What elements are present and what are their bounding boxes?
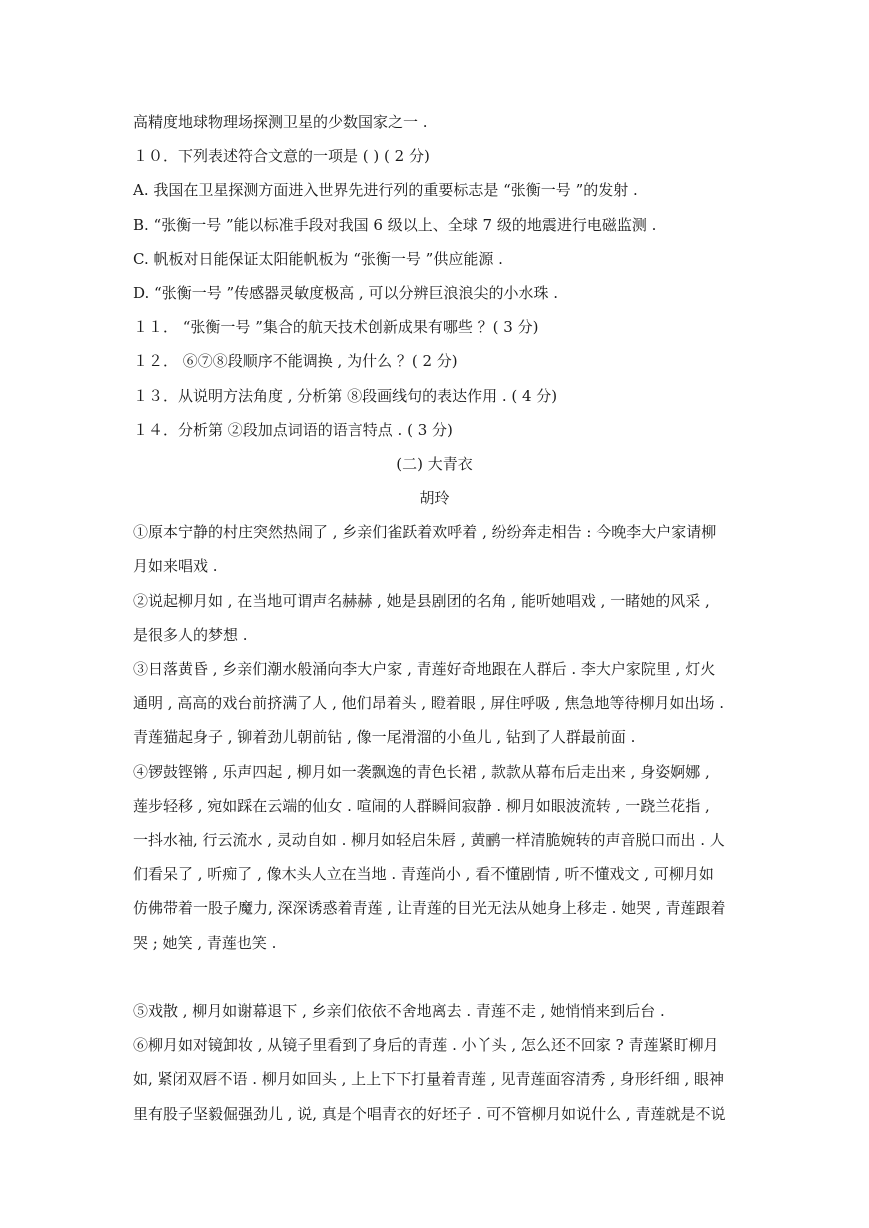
question-12: １２． ⑥⑦⑧段顺序不能调换 , 为什么 ？( 2 分) [133, 352, 458, 370]
author: 胡玲 [419, 489, 450, 507]
question-14: １４．分析第 ②段加点词语的语言特点 . ( 3 分) [133, 421, 453, 439]
story-line: 莲步轻移 , 宛如踩在云端的仙女 . 喧闹的人群瞬间寂静 . 柳月如眼波流转 , 一跷兰花指 , [133, 797, 710, 815]
story-line: 青莲猫起身子 , 铆着劲儿朝前钻 , 像一尾滑溜的小鱼儿 , 钻到了人群最前面 . [133, 728, 636, 746]
question-10-option-a: A. 我国在卫星探测方面进入世界先进行列的重要标志是 “张衡一号 ”的发射 . [133, 181, 638, 199]
paragraph-line: 高精度地球物理场探测卫星的少数国家之一 . [133, 113, 428, 131]
question-10-option-c: C. 帆板对日能保证太阳能帆板为 “张衡一号 ”供应能源 . [133, 250, 503, 268]
story-line: ①原本宁静的村庄突然热闹了 , 乡亲们雀跃着欢呼着 , 纷纷奔走相告 : 今晚李大户家请柳 [133, 523, 717, 541]
question-10-option-b: B. “张衡一号 ”能以标准手段对我国 6 级以上、全球 7 级的地震进行电磁监测 . [133, 216, 657, 234]
question-10-option-d: D. “张衡一号 ”传感器灵敏度极高 , 可以分辨巨浪浪尖的小水珠 . [133, 284, 558, 302]
story-line: ⑥柳月如对镜卸妆 , 从镜子里看到了身后的青莲 . 小丫头 , 怎么还不回家 ? 青莲紧盯柳月 [133, 1036, 719, 1054]
story-line: ③日落黄昏 , 乡亲们潮水般涌向李大户家 , 青莲好奇地跟在人群后 . 李大户家院里 , 灯火 [133, 660, 716, 678]
story-line: 里有股子坚毅倔强劲儿 , 说, 真是个唱青衣的好坯子 . 可不管柳月如说什么 , 青莲就是不说 [133, 1105, 726, 1123]
story-line: ④锣鼓铿锵 , 乐声四起 , 柳月如一袭飘逸的青色长裙 , 款款从幕布后走出来 , 身姿婀娜 , [133, 763, 710, 781]
question-10-stem: １０．下列表述符合文意的一项是 ( ) ( 2 分) [133, 147, 430, 165]
story-line: ⑤戏散 , 柳月如谢幕退下 , 乡亲们依依不舍地离去 . 青莲不走 , 她悄悄来到后台 . [133, 1002, 665, 1020]
story-line: 通明 , 高高的戏台前挤满了人 , 他们昂着头 , 瞪着眼 , 屏住呼吸 , 焦急地等待柳月如出场 . [133, 694, 725, 712]
story-line: 仿佛带着一股子魔力, 深深诱惑着青莲 , 让青莲的目光无法从她身上移走 . 她哭 , 青莲跟着 [133, 899, 726, 917]
story-line: 们看呆了 , 听痴了 , 像木头人立在当地 . 青莲尚小 , 看不懂剧情 , 听不懂戏文 , 可柳月如 [133, 865, 714, 883]
story-line: 哭 ; 她笑 , 青莲也笑 . [133, 934, 277, 952]
story-line: 一抖水袖, 行云流水 , 灵动自如 . 柳月如轻启朱唇 , 黄鹂一样清脆婉转的声音脱口而出 . 人 [133, 831, 725, 849]
story-line: 是很多人的梦想 . [133, 626, 248, 644]
section-title: (二) 大青衣 [396, 455, 473, 473]
question-13: １３．从说明方法角度 , 分析第 ⑧段画线句的表达作用 . ( 4 分) [133, 387, 558, 405]
story-line: 月如来唱戏 . [133, 557, 218, 575]
question-11: １１． “张衡一号 ”集合的航天技术创新成果有哪些 ？( 3 分) [133, 318, 539, 336]
story-line: 如, 紧闭双唇不语 . 柳月如回头 , 上上下下打量着青莲 , 见青莲面容清秀 , 身形纤细 , 眼神 [133, 1070, 725, 1088]
story-line: ②说起柳月如 , 在当地可谓声名赫赫 , 她是县剧团的名角 , 能听她唱戏 , 一睹她的风采 , [133, 592, 710, 610]
